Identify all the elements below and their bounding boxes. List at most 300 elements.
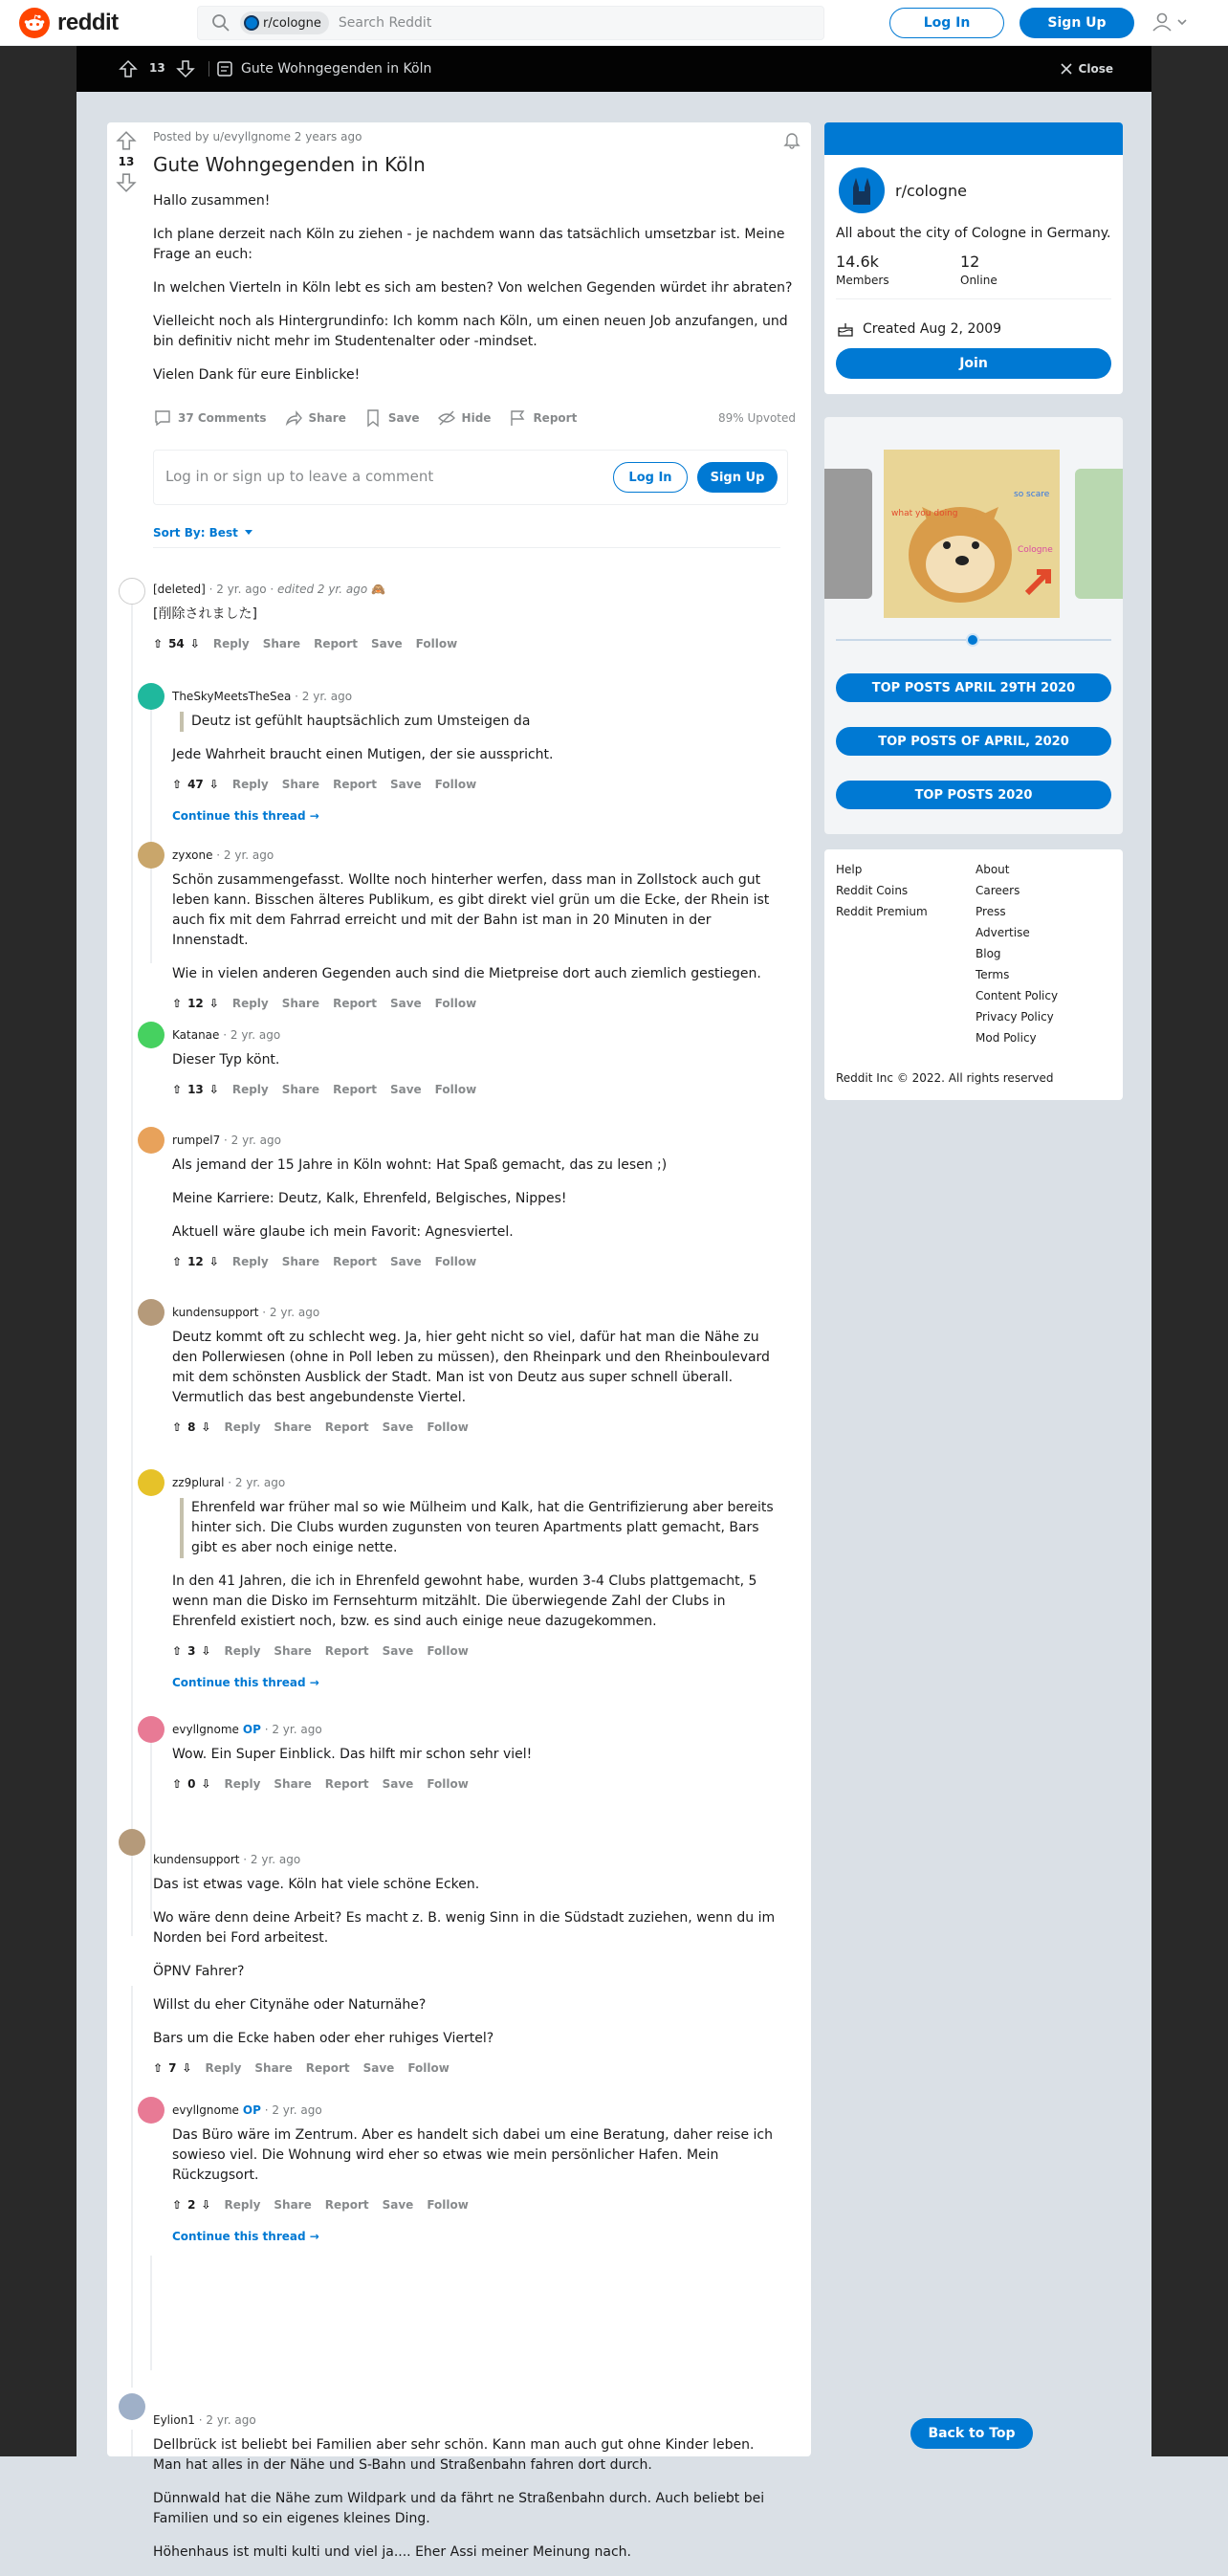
share-button[interactable]: Share xyxy=(274,1644,312,1658)
comment-time: 2 yr. ago xyxy=(269,1306,320,1319)
reply-button[interactable]: Reply xyxy=(224,1777,261,1791)
notification-bell-icon[interactable] xyxy=(782,130,801,149)
vote-count: 13 xyxy=(187,1083,204,1096)
save-button[interactable] xyxy=(363,408,420,428)
comment-paragraph: Als jemand der 15 Jahre in Köln wohnt: Hat Spaß gemacht, das zu lesen ;) xyxy=(172,1157,668,1173)
comment-paragraph: Deutz kommt oft zu schlecht weg. Ja, hier geht nicht so viel, dafür hat man die Nähe zu den Pollerwiesen (ohne in Poll leben zu müssen), den Rheinpark und den Rheinboulevard mit dem schönsten Ausblick der Stadt. Man ist von Deutz aus super schnell überall. Vermutlich das best angebundenste Viertel. xyxy=(172,1330,770,1405)
post-paragraph: Ich plane derzeit nach Köln zu ziehen - je nachdem wann das tatsächlich umsetzbar ist. Meine Frage an euch: xyxy=(153,227,785,262)
thread-line xyxy=(150,1718,152,1919)
comment-paragraph: [削除されました] xyxy=(153,606,257,622)
bookmark-icon xyxy=(363,408,383,428)
sort-label: Sort By: Best xyxy=(153,526,238,539)
comment-body xyxy=(172,1156,784,1243)
save-label: Save xyxy=(387,411,420,425)
footer-link[interactable]: Help xyxy=(836,863,863,876)
comment xyxy=(172,2101,784,2243)
comment-votes xyxy=(153,637,200,650)
comment-body xyxy=(172,1572,784,1632)
overlay-post-title: Gute Wohngegenden in Köln xyxy=(241,61,432,77)
carousel-next-image[interactable] xyxy=(1075,469,1123,599)
report-button[interactable]: Report xyxy=(324,1644,369,1658)
share-button[interactable]: Share xyxy=(281,778,320,791)
reply-button[interactable]: Reply xyxy=(231,1083,269,1096)
downvote-icon[interactable]: ⇩ xyxy=(201,2198,211,2212)
upvote-icon[interactable] xyxy=(116,130,137,151)
chevron-down-icon xyxy=(1176,16,1188,28)
comment xyxy=(172,1303,784,1439)
upvote-icon[interactable] xyxy=(119,59,138,78)
comment-votes xyxy=(172,1420,210,1434)
report-button[interactable]: Report xyxy=(324,2198,369,2212)
meme-text: Cologne xyxy=(1018,545,1053,555)
share-button[interactable]: Share xyxy=(254,2061,293,2075)
follow-button[interactable]: Follow xyxy=(427,1777,469,1791)
comment-votes xyxy=(172,1777,210,1791)
report-label: Report xyxy=(533,411,578,425)
comment-author[interactable]: rumpel7 xyxy=(172,1134,221,1147)
downvote-icon[interactable]: ⇩ xyxy=(182,2061,192,2075)
upvote-icon[interactable]: ⇧ xyxy=(172,778,183,791)
reply-button[interactable]: Reply xyxy=(224,2198,261,2212)
award-icon: 🙈 xyxy=(371,583,385,596)
report-button[interactable]: Report xyxy=(333,997,377,1010)
avatar xyxy=(138,1469,164,1496)
search-subreddit-chip[interactable] xyxy=(240,11,329,34)
reply-button[interactable]: Reply xyxy=(231,997,269,1010)
continue-thread-link[interactable]: Continue this thread → xyxy=(172,1676,319,1689)
hide-button[interactable] xyxy=(437,408,492,428)
share-button[interactable]: Share xyxy=(274,1420,312,1434)
comment-author[interactable]: TheSkyMeetsTheSea xyxy=(172,690,292,703)
caret-down-icon xyxy=(244,529,253,537)
comment-actions xyxy=(172,1078,784,1101)
report-button[interactable]: Report xyxy=(333,778,377,791)
header-signup-button[interactable]: Sign Up xyxy=(1020,8,1134,38)
follow-button[interactable]: Follow xyxy=(434,1083,477,1096)
vote-count: 2 xyxy=(187,2198,196,2212)
comment-quote: Deutz ist gefühlt hauptsächlich zum Umsteigen da xyxy=(180,712,784,732)
comment-paragraph: Dieser Typ könt. xyxy=(172,1052,280,1068)
footer-link[interactable]: Careers xyxy=(976,884,1020,897)
comment-body xyxy=(172,1050,784,1070)
upvote-icon[interactable]: ⇧ xyxy=(172,1255,183,1268)
top-posts-year-button[interactable]: TOP POSTS 2020 xyxy=(836,781,1111,809)
share-button[interactable]: Share xyxy=(274,1777,312,1791)
comment-votes xyxy=(172,1255,219,1268)
save-button[interactable]: Save xyxy=(382,1644,414,1658)
reply-button[interactable]: Reply xyxy=(224,1644,261,1658)
continue-label: Continue this thread xyxy=(172,809,306,823)
op-badge: OP xyxy=(242,2103,261,2117)
continue-thread-link[interactable]: Continue this thread → xyxy=(172,2230,319,2243)
footer-link[interactable]: About xyxy=(976,863,1010,876)
comment-author[interactable]: zz9plural xyxy=(172,1476,225,1489)
comment-actions xyxy=(153,2057,784,2080)
user-menu[interactable] xyxy=(1151,11,1188,33)
comment-header: [deleted] · 2 yr. ago · edited 2 yr. ago 🙈 xyxy=(153,583,385,596)
chip-label: r/cologne xyxy=(263,15,321,31)
upvote-icon[interactable]: ⇧ xyxy=(153,637,164,650)
downvote-icon[interactable]: ⇩ xyxy=(189,637,200,650)
subreddit-description: All about the city of Cologne in Germany. xyxy=(836,226,1111,241)
upvote-icon[interactable]: ⇧ xyxy=(172,2198,183,2212)
comment-time: 2 yr. ago xyxy=(230,1028,281,1042)
comment-author[interactable]: evyllgnome xyxy=(172,1723,239,1736)
comment-votes xyxy=(172,2198,210,2212)
post-paragraph: Hallo zusammen! xyxy=(153,193,271,209)
avatar xyxy=(138,1127,164,1154)
save-button[interactable]: Save xyxy=(370,637,403,650)
comment-header: zz9plural · 2 yr. ago xyxy=(172,1476,286,1489)
comment-time: 2 yr. ago xyxy=(234,1476,286,1489)
comment-login-button[interactable]: Log In xyxy=(613,462,688,493)
comment xyxy=(172,1473,784,1689)
overlay-vote-count: 13 xyxy=(149,61,165,75)
downvote-icon[interactable]: ⇩ xyxy=(208,1083,219,1096)
reply-button[interactable]: Reply xyxy=(231,1255,269,1268)
comment-actions xyxy=(172,992,784,1015)
post-vote-count: 13 xyxy=(118,155,135,168)
divider xyxy=(153,547,780,548)
comment-paragraph: ÖPNV Fahrer? xyxy=(153,1964,245,1979)
vote-count: 0 xyxy=(187,1777,196,1791)
comment-author[interactable]: kundensupport xyxy=(172,1306,259,1319)
meme-text: what you doing xyxy=(891,509,958,518)
comment-paragraph: Höhenhaus ist multi kulti und viel ja.... Eher Assi meiner Meinung nach. xyxy=(153,2544,631,2560)
carousel-prev-image[interactable] xyxy=(824,469,872,599)
vote-count: 8 xyxy=(187,1420,196,1434)
divider xyxy=(836,298,1111,299)
follow-button[interactable]: Follow xyxy=(427,1644,469,1658)
post-card xyxy=(107,122,811,2560)
comment-time: 2 yr. ago xyxy=(301,690,353,703)
comment-body xyxy=(172,1328,784,1408)
comment-paragraph: Wow. Ein Super Einblick. Das hilft mir schon sehr viel! xyxy=(172,1747,533,1762)
sort-dropdown[interactable] xyxy=(153,526,253,539)
comment-login-box xyxy=(153,450,788,505)
comment-actions xyxy=(172,773,784,796)
members-label: Members xyxy=(836,274,889,287)
reply-button[interactable]: Reply xyxy=(205,2061,242,2075)
footer-links-col2 xyxy=(976,859,1058,1048)
follow-button[interactable]: Follow xyxy=(434,997,477,1010)
comment-header: evyllgnome OP · 2 yr. ago xyxy=(172,1723,322,1736)
close-icon xyxy=(1060,62,1073,76)
post-paragraph: In welchen Vierteln in Köln lebt es sich am besten? Von welchen Gegenden würdet ihr abraten? xyxy=(153,280,793,296)
overlay-backdrop-right[interactable] xyxy=(1151,46,1228,2456)
comment xyxy=(172,687,784,823)
comment-paragraph: Willst du eher Citynähe oder Naturnähe? xyxy=(153,1997,427,2013)
join-button[interactable]: Join xyxy=(836,348,1111,379)
downvote-icon[interactable]: ⇩ xyxy=(208,778,219,791)
comment-author[interactable]: [deleted] xyxy=(153,583,206,596)
comment-header: evyllgnome OP · 2 yr. ago xyxy=(172,2103,322,2117)
report-button[interactable]: Report xyxy=(314,637,358,650)
post-body xyxy=(153,191,796,399)
created-date xyxy=(836,319,1001,339)
comment-votes xyxy=(153,2061,191,2075)
continue-label: Continue this thread xyxy=(172,1676,306,1689)
downvote-icon[interactable]: ⇩ xyxy=(208,1255,219,1268)
comment-actions xyxy=(172,1250,784,1273)
comment-paragraph: Jede Wahrheit braucht einen Mutigen, der sie ausspricht. xyxy=(172,747,554,762)
footer-link[interactable]: Terms xyxy=(976,968,1010,981)
downvote-icon[interactable]: ⇩ xyxy=(201,1777,211,1791)
downvote-icon[interactable] xyxy=(176,59,195,78)
vote-count: 7 xyxy=(168,2061,177,2075)
hide-icon xyxy=(437,408,456,428)
follow-button[interactable]: Follow xyxy=(427,2198,469,2212)
comment-author[interactable]: Katanae xyxy=(172,1028,220,1042)
report-button[interactable]: Report xyxy=(305,2061,350,2075)
members-count: 14.6k xyxy=(836,253,879,271)
thread-line xyxy=(150,2256,152,2370)
comment-votes xyxy=(172,1644,210,1658)
footer-link[interactable]: Press xyxy=(976,905,1006,918)
avatar xyxy=(119,578,145,605)
reply-button[interactable]: Reply xyxy=(231,778,269,791)
avatar xyxy=(119,2393,145,2420)
avatar xyxy=(138,2097,164,2124)
comment-header: zyxone · 2 yr. ago xyxy=(172,848,274,862)
post-title: Gute Wohngegenden in Köln xyxy=(153,153,426,176)
upvote-icon[interactable]: ⇧ xyxy=(172,1644,183,1658)
comment-paragraph: Bars um die Ecke haben oder eher ruhiges Viertel? xyxy=(153,2031,494,2046)
vote-count: 54 xyxy=(168,637,185,650)
reddit-logo[interactable] xyxy=(19,8,119,38)
comment-time: 2 yr. ago xyxy=(272,2103,322,2117)
user-icon xyxy=(1151,11,1173,33)
comment-icon xyxy=(153,408,172,428)
comment-header: Katanae · 2 yr. ago xyxy=(172,1028,281,1042)
share-button[interactable] xyxy=(284,408,346,428)
about-banner xyxy=(824,122,1123,155)
comment-paragraph: Das ist etwas vage. Köln hat viele schöne Ecken. xyxy=(153,1877,480,1892)
follow-button[interactable]: Follow xyxy=(407,2061,450,2075)
comment-votes xyxy=(172,997,219,1010)
thread-line xyxy=(131,589,133,1936)
downvote-icon[interactable] xyxy=(116,172,137,193)
overlay-backdrop-left[interactable] xyxy=(0,46,77,2456)
comment-header: Eylion1 · 2 yr. ago xyxy=(153,2413,256,2427)
footer-link[interactable]: Reddit Coins xyxy=(836,884,909,897)
comment-paragraph: Dellbrück ist beliebt bei Familien aber sehr schön. Kann man auch gut ohne Kinder leben. Man hat alles in der Nähe und S-Bahn und Straßenbahn fahren dort durch. xyxy=(153,2437,755,2473)
comment-quote: Ehrenfeld war früher mal so wie Mülheim und Kalk, hat die Gentrifizierung aber bereits hinter sich. Die Clubs wurden zugunsten von teuren Apartments platt gemacht, Bars gibt es aber noch einige nette. xyxy=(180,1498,784,1558)
downvote-icon[interactable]: ⇩ xyxy=(201,1420,211,1434)
post-paragraph: Vielleicht noch als Hintergrundinfo: Ich komm nach Köln, um einen neuen Job anzufangen, und bin definitiv nicht mehr im Studentenalter oder -mindset. xyxy=(153,314,788,349)
footer-link[interactable]: Advertise xyxy=(976,926,1030,939)
header-login-button[interactable]: Log In xyxy=(889,8,1004,38)
thread-line xyxy=(131,2430,133,2456)
upvote-icon[interactable]: ⇧ xyxy=(172,997,183,1010)
comment-paragraph: Meine Karriere: Deutz, Kalk, Ehrenfeld, Belgisches, Nippes! xyxy=(172,1191,567,1206)
vote-count: 47 xyxy=(187,778,204,791)
post-meta: Posted by u/evyllgnome 2 years ago xyxy=(153,130,362,143)
save-button[interactable]: Save xyxy=(382,1777,414,1791)
comment-paragraph: In den 41 Jahren, die ich in Ehrenfeld gewohnt habe, wurden 3-4 Clubs plattgemacht, 5 wenn man die Disko im Fernsehturm mitzählt. Die überwiegende Zahl der Clubs in Ehrenfeld existiert noch, bzw. es sind auch einige neue dazugekommen. xyxy=(172,1574,757,1629)
footer-link[interactable]: Reddit Premium xyxy=(836,905,928,918)
search-input[interactable]: Search Reddit xyxy=(338,15,432,31)
vote-count: 12 xyxy=(187,997,204,1010)
comment-votes xyxy=(172,778,219,791)
save-button[interactable]: Save xyxy=(389,1255,422,1268)
comment-votes xyxy=(172,1083,219,1096)
comment-author[interactable]: zyxone xyxy=(172,848,213,862)
comment-body xyxy=(172,870,784,984)
comments-label: 37 Comments xyxy=(178,411,267,425)
follow-button[interactable]: Follow xyxy=(427,1420,469,1434)
avatar xyxy=(119,1829,145,1856)
top-posts-day-button[interactable]: TOP POSTS APRIL 29TH 2020 xyxy=(836,673,1111,702)
comment-body xyxy=(153,2435,784,2563)
comment-paragraph: Aktuell wäre glaube ich mein Favorit: Agnesviertel. xyxy=(172,1224,514,1240)
top-posts-month-button[interactable]: TOP POSTS OF APRIL, 2020 xyxy=(836,727,1111,756)
save-button[interactable]: Save xyxy=(382,2198,414,2212)
downvote-icon[interactable]: ⇩ xyxy=(208,997,219,1010)
save-button[interactable]: Save xyxy=(382,1420,414,1434)
footer-link[interactable]: Blog xyxy=(976,947,1001,960)
subreddit-cathedral-icon[interactable] xyxy=(836,165,888,216)
downvote-icon[interactable]: ⇩ xyxy=(201,1644,211,1658)
comment-paragraph: Das Büro wäre im Zentrum. Aber es handelt sich dabei um eine Beratung, daher reise ich sowieso viel. Die Wohnung wird eher so etwas wie mein persönlicher Hafen. Mein Rückzugsort. xyxy=(172,2127,774,2183)
footer-links-card xyxy=(824,849,1123,1100)
op-badge: OP xyxy=(242,1723,261,1736)
comment-paragraph: Wo wäre denn deine Arbeit? Es macht z. B. wenig Sinn in die Südstadt zuziehen, wenn du im Norden bei Ford arbeitest. xyxy=(153,1910,776,1946)
comment-actions xyxy=(172,1640,784,1662)
follow-button[interactable]: Follow xyxy=(434,1255,477,1268)
upvote-icon[interactable]: ⇧ xyxy=(172,1420,183,1434)
comment-body xyxy=(172,2125,784,2186)
footer-link[interactable]: Privacy Policy xyxy=(976,1010,1054,1024)
close-label: Close xyxy=(1078,62,1113,76)
comment-body xyxy=(153,1875,784,2049)
created-label: Created Aug 2, 2009 xyxy=(863,321,1002,337)
comment-body xyxy=(153,605,784,625)
upvote-icon[interactable]: ⇧ xyxy=(172,1083,183,1096)
share-icon xyxy=(284,408,303,428)
report-button[interactable]: Report xyxy=(333,1083,377,1096)
post-actions xyxy=(153,403,796,433)
post-icon xyxy=(216,60,233,77)
reddit-alien-icon xyxy=(19,8,50,38)
vote-count: 3 xyxy=(187,1644,196,1658)
share-button[interactable]: Share xyxy=(281,1255,320,1268)
avatar xyxy=(138,842,164,869)
comment xyxy=(172,1720,784,1795)
top-header xyxy=(0,0,1228,46)
report-button[interactable] xyxy=(508,408,577,428)
save-button[interactable]: Save xyxy=(389,778,422,791)
comment-time: 2 yr. ago xyxy=(272,1723,322,1736)
comment xyxy=(172,1025,784,1101)
comment-edited: edited 2 yr. ago xyxy=(277,583,368,596)
comment-paragraph: Dünnwald hat die Nähe zum Wildpark und da fährt ne Straßenbahn durch. Auch beliebt bei Familien und so ein eigenes kleines Ding. xyxy=(153,2491,765,2526)
comment-time: 2 yr. ago xyxy=(223,848,274,862)
follow-button[interactable]: Follow xyxy=(434,778,477,791)
login-prompt: Log in or sign up to leave a comment xyxy=(165,468,434,485)
share-button[interactable]: Share xyxy=(262,637,301,650)
comment-actions xyxy=(172,1772,784,1795)
comment-header: TheSkyMeetsTheSea · 2 yr. ago xyxy=(172,690,353,703)
save-button[interactable]: Save xyxy=(362,2061,395,2075)
comment-time: 2 yr. ago xyxy=(216,583,267,596)
comment-header: rumpel7 · 2 yr. ago xyxy=(172,1134,281,1147)
upvote-icon[interactable]: ⇧ xyxy=(172,1777,183,1791)
upvote-ratio: 89% Upvoted xyxy=(717,411,796,425)
carousel-slider-handle[interactable] xyxy=(966,633,979,647)
comment-body xyxy=(172,745,784,765)
avatar xyxy=(138,1299,164,1326)
share-button[interactable]: Share xyxy=(281,1083,320,1096)
share-button[interactable]: Share xyxy=(274,2198,312,2212)
thread-line xyxy=(131,1986,133,2388)
comment xyxy=(153,1850,784,2080)
post-vote-column xyxy=(113,130,140,193)
report-button[interactable]: Report xyxy=(324,1420,369,1434)
share-button[interactable]: Share xyxy=(281,997,320,1010)
comment-author[interactable]: Eylion1 xyxy=(153,2413,195,2427)
save-button[interactable]: Save xyxy=(389,997,422,1010)
share-label: Share xyxy=(308,411,346,425)
comment-actions xyxy=(172,2193,784,2216)
post-overlay-bar xyxy=(77,46,1151,92)
report-button[interactable]: Report xyxy=(324,1777,369,1791)
continue-thread-link[interactable]: Continue this thread → xyxy=(172,809,319,823)
comment-header: kundensupport · 2 yr. ago xyxy=(153,1853,301,1866)
meme-text: so scare xyxy=(1014,490,1050,499)
footer-link[interactable]: Mod Policy xyxy=(976,1031,1037,1045)
reply-button[interactable]: Reply xyxy=(224,1420,261,1434)
comment xyxy=(172,846,784,1015)
subreddit-name[interactable]: r/cologne xyxy=(895,182,967,200)
search-bar[interactable] xyxy=(197,6,824,40)
footer-links-col1 xyxy=(836,859,928,922)
comment xyxy=(153,580,784,655)
logo-text: reddit xyxy=(57,10,119,35)
vote-count: 12 xyxy=(187,1255,204,1268)
cake-icon xyxy=(836,319,855,339)
comment-time: 2 yr. ago xyxy=(250,1853,301,1866)
copyright: Reddit Inc © 2022. All rights reserved xyxy=(836,1071,1054,1085)
comment-paragraph: Wie in vielen anderen Gegenden auch sind die Mietpreise dort auch ziemlich gestiegen. xyxy=(172,966,761,981)
doge-meme-image[interactable] xyxy=(884,450,1060,618)
thread-line xyxy=(150,699,152,963)
online-label: Online xyxy=(960,274,998,287)
save-button[interactable]: Save xyxy=(389,1083,422,1096)
subreddit-chip-icon xyxy=(244,15,259,31)
post-paragraph: Vielen Dank für eure Einblicke! xyxy=(153,367,361,383)
close-button[interactable] xyxy=(1060,46,1113,92)
avatar xyxy=(138,1716,164,1743)
avatar xyxy=(138,1022,164,1048)
comment-paragraph: Schön zusammengefasst. Wollte noch hinterher werfen, dass man in Zollstock auch gut leben kann. Bisschen älteres Publikum, es gibt direkt viel grün um die Ecke, der Rhein ist auch fix mit dem Fahrrad erreicht und mit der Bahn ist man in 20 Minuten in der Innenstadt. xyxy=(172,872,770,948)
follow-button[interactable]: Follow xyxy=(415,637,458,650)
comment-body xyxy=(172,1745,784,1765)
back-to-top-button[interactable]: Back to Top xyxy=(910,2418,1033,2449)
comment-author[interactable]: kundensupport xyxy=(153,1853,240,1866)
upvote-icon[interactable]: ⇧ xyxy=(153,2061,164,2075)
reply-button[interactable]: Reply xyxy=(212,637,250,650)
footer-link[interactable]: Content Policy xyxy=(976,989,1059,1002)
about-community-card xyxy=(824,122,1123,394)
continue-label: Continue this thread xyxy=(172,2230,306,2243)
comments-button[interactable] xyxy=(153,408,267,428)
report-button[interactable]: Report xyxy=(333,1255,377,1268)
comment-time: 2 yr. ago xyxy=(206,2413,256,2427)
comment-signup-button[interactable]: Sign Up xyxy=(697,462,778,493)
comment xyxy=(172,1131,784,1273)
comment-author[interactable]: evyllgnome xyxy=(172,2103,239,2117)
